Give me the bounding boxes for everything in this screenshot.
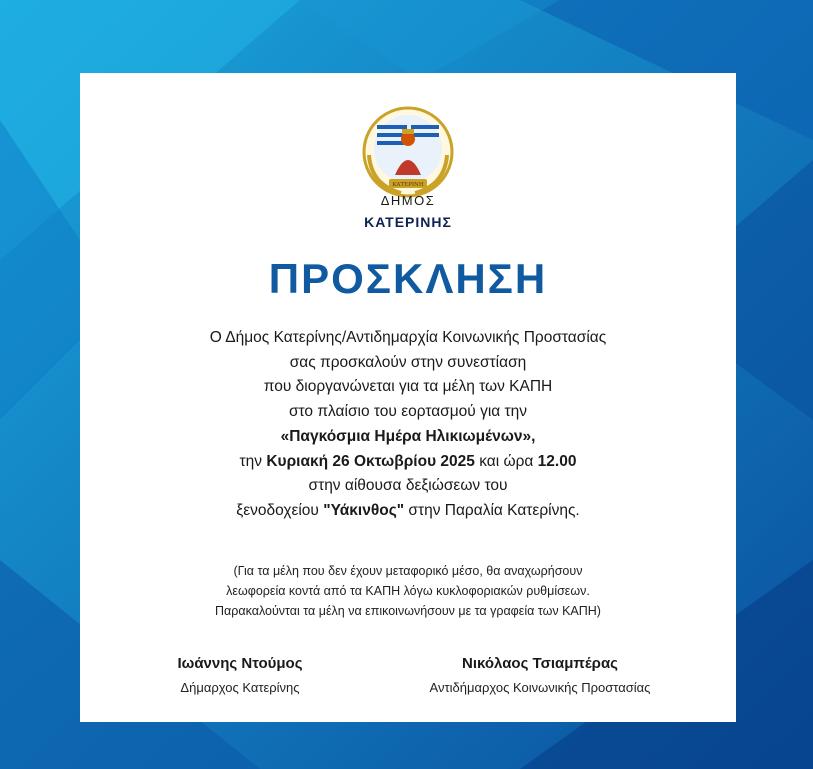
note-line: Παρακαλούνται τα μέλη να επικοινωνήσουν με τα γραφεία των ΚΑΠΗ) [215,604,601,618]
signature-role: Αντιδήμαρχος Κοινωνικής Προστασίας [429,680,651,695]
invitation-body [100,326,716,524]
note-line: (Για τα μέλη που δεν έχουν μεταφορικό μέσο, θα αναχωρήσουν [233,564,583,578]
brand-dimos: ΔΗΜΟΣ [380,193,436,208]
event-date: Κυριακή 26 Οκτωβρίου 2025 [266,452,475,470]
body-line-date [100,450,716,475]
signature-name: Ιωάννης Ντούμος [177,655,303,672]
date-mid: και ώρα [474,452,538,470]
signature-mayor [120,651,360,699]
venue-suffix: στην Παραλία Κατερίνης. [404,501,580,519]
body-line: σας προσκαλούν στην συνεστίαση [289,353,527,371]
brand-katerinis: ΚΑΤΕΡΙΝΗΣ [364,214,452,230]
emblem-text: ΚΑΤΕΡΙΝΗ [392,182,424,188]
signature-role: Δήμαρχος Κατερίνης [180,680,300,695]
body-line: στο πλαίσιο του εορτασμού για την [288,403,528,421]
page-title: ΠΡΟΣΚΛΗΣΗ [268,255,548,302]
event-name: «Παγκόσμια Ημέρα Ηλικιωμένων», [280,427,536,445]
date-prefix: την [239,452,267,470]
venue-prefix: ξενοδοχείου [236,501,324,519]
body-line: που διοργανώνεται για τα μέλη των ΚΑΠΗ [263,378,553,396]
venue-hotel: "Υάκινθος" [323,501,405,519]
signature-deputy-mayor [380,651,700,699]
event-time: 12.00 [537,452,577,470]
note-line: λεωφορεία κοντά από τα ΚΑΠΗ λόγω κυκλοφοριακών ρυθμίσεων. [226,584,590,598]
municipality-emblem-icon [361,105,455,199]
body-line-venue [100,499,716,524]
body-line: στην αίθουσα δεξιώσεων του [308,477,508,495]
transport-note [100,561,716,621]
signature-name: Νικόλαος Τσιαμπέρας [462,655,618,672]
body-line: Ο Δήμος Κατερίνης/Αντιδημαρχία Κοινωνικής Προστασίας [209,329,607,346]
invitation-card [80,73,736,722]
